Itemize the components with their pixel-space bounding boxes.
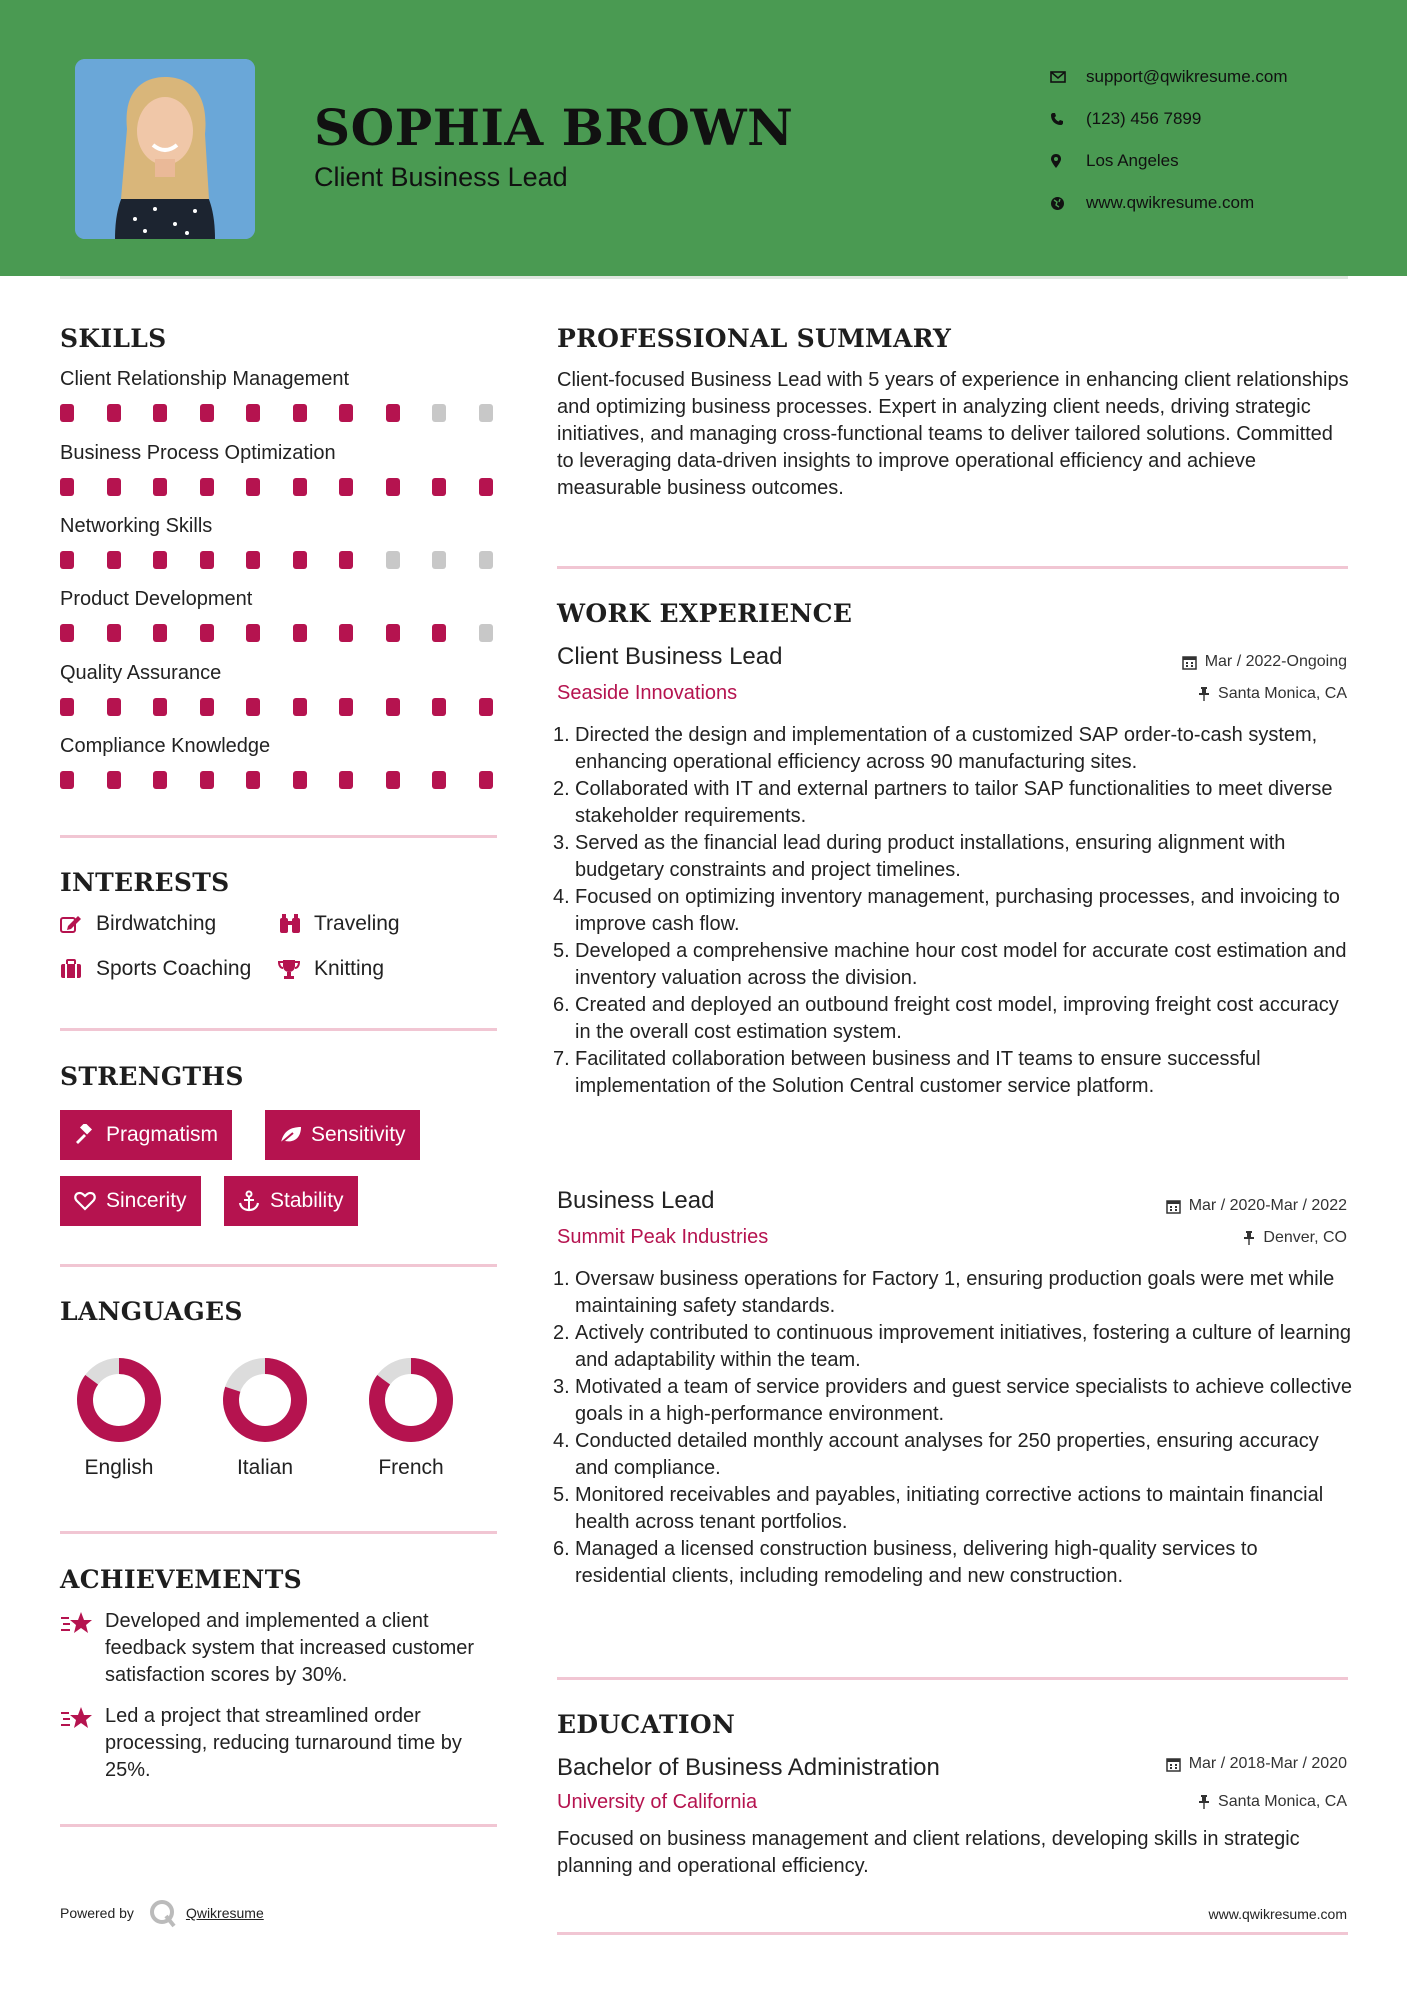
skill-dot-filled bbox=[339, 624, 353, 642]
skill-item bbox=[60, 442, 500, 498]
skill-name: Compliance Knowledge bbox=[60, 735, 271, 757]
pushpin-icon bbox=[1198, 687, 1210, 701]
trophy-icon bbox=[278, 959, 314, 979]
skill-name: Business Process Optimization bbox=[60, 442, 336, 464]
skill-rating bbox=[60, 698, 500, 718]
interest-label: Sports Coaching bbox=[96, 957, 252, 980]
skill-name: Networking Skills bbox=[60, 515, 213, 537]
skill-dot-filled bbox=[60, 478, 74, 496]
skill-dot-filled bbox=[293, 624, 307, 642]
skill-dot-filled bbox=[246, 404, 260, 422]
skill-dot-filled bbox=[153, 698, 167, 716]
job-date-text: Mar / 2020-Mar / 2022 bbox=[1188, 1197, 1347, 1214]
skill-dot-empty bbox=[432, 551, 446, 569]
skill-dot-empty bbox=[479, 551, 493, 569]
footer-website[interactable]: www.qwikresume.com bbox=[1208, 1906, 1347, 1922]
header-divider bbox=[60, 276, 1348, 279]
strength-label: Sensitivity bbox=[311, 1123, 406, 1146]
globe-icon bbox=[1050, 196, 1086, 211]
language-label: English bbox=[84, 1456, 154, 1479]
gavel-icon bbox=[74, 1124, 106, 1146]
education-heading: EDUCATION bbox=[557, 1710, 736, 1739]
briefcase-icon bbox=[60, 959, 96, 979]
pushpin-icon bbox=[1243, 1231, 1255, 1245]
job-title: Client Business Lead bbox=[557, 643, 783, 670]
section-divider bbox=[60, 835, 497, 838]
job-title: Business Lead bbox=[557, 1187, 715, 1214]
interest-label: Birdwatching bbox=[96, 912, 217, 935]
skills-heading: SKILLS bbox=[60, 324, 167, 353]
skill-dot-filled bbox=[293, 551, 307, 569]
education-location bbox=[1198, 1793, 1347, 1811]
skill-dot-filled bbox=[479, 698, 493, 716]
school-name: University of California bbox=[557, 1791, 758, 1813]
contact-phone-text: (123) 456 7899 bbox=[1086, 109, 1202, 128]
degree-title: Bachelor of Business Administration bbox=[557, 1754, 940, 1781]
interest-label: Knitting bbox=[314, 957, 385, 980]
candidate-title: Client Business Lead bbox=[314, 162, 568, 192]
language-item bbox=[346, 1355, 476, 1480]
heart-icon bbox=[74, 1191, 106, 1211]
list-item: 5. Developed a comprehensive machine hour cost model for accurate cost estimation and inventory valuation across the division. bbox=[553, 940, 1347, 989]
strength-badge bbox=[60, 1110, 232, 1160]
skill-rating bbox=[60, 771, 500, 791]
strength-badge bbox=[60, 1176, 201, 1226]
skill-dot-filled bbox=[200, 404, 214, 422]
list-item: 5. Monitored receivables and payables, initiating corrective actions to maintain financial health across tenant portfolios. bbox=[553, 1484, 1324, 1533]
strength-label: Pragmatism bbox=[106, 1123, 219, 1146]
achievement-text: Developed and implemented a client feedback system that increased customer satisfaction scores by 30%. bbox=[105, 1610, 475, 1686]
skill-dot-filled bbox=[339, 551, 353, 569]
language-proficiency-ring bbox=[220, 1355, 310, 1445]
education-date-text: Mar / 2018-Mar / 2020 bbox=[1188, 1755, 1347, 1772]
strengths-heading: STRENGTHS bbox=[60, 1062, 244, 1091]
map-pin-icon bbox=[1050, 153, 1086, 169]
education-location-text: Santa Monica, CA bbox=[1218, 1793, 1347, 1810]
contact-phone[interactable] bbox=[1050, 98, 1380, 140]
contact-location bbox=[1050, 140, 1380, 182]
skill-dot-filled bbox=[386, 698, 400, 716]
interest-item bbox=[60, 912, 216, 936]
skill-dot-filled bbox=[153, 624, 167, 642]
contact-block bbox=[1050, 56, 1380, 224]
interests-heading: INTERESTS bbox=[60, 868, 230, 897]
skill-dot-filled bbox=[107, 404, 121, 422]
skill-dot-filled bbox=[153, 478, 167, 496]
company-name: Summit Peak Industries bbox=[557, 1226, 769, 1248]
candidate-name: SOPHIA BROWN bbox=[314, 98, 794, 157]
skill-dot-filled bbox=[479, 478, 493, 496]
skill-rating bbox=[60, 624, 500, 644]
list-item: 3. Motivated a team of service providers and guest service specialists to achieve collective goals in a high-performance environment. bbox=[553, 1376, 1353, 1425]
skill-dot-filled bbox=[60, 771, 74, 789]
skill-dot-filled bbox=[386, 624, 400, 642]
interest-label: Traveling bbox=[314, 912, 400, 935]
section-divider bbox=[60, 1824, 497, 1827]
summary-text: Client-focused Business Lead with 5 years of experience in enhancing client relationships and optimizing business processes. Expert in analyzing client needs, driving strategic initiatives, and managing cross-functional teams to deliver tailored solutions. Committed to leveraging data-driven insights to improve operational efficiency and achieve measurable business outcomes. bbox=[557, 369, 1349, 499]
skill-dot-empty bbox=[479, 404, 493, 422]
section-divider bbox=[60, 1531, 497, 1534]
calendar-icon bbox=[1166, 1199, 1181, 1214]
calendar-icon bbox=[1166, 1757, 1181, 1772]
language-label: Italian bbox=[236, 1456, 294, 1479]
language-item bbox=[200, 1355, 330, 1480]
skill-dot-filled bbox=[432, 478, 446, 496]
profile-photo bbox=[75, 59, 255, 239]
job-location bbox=[1198, 685, 1347, 703]
skill-rating bbox=[60, 404, 500, 424]
list-item: 2. Actively contributed to continuous improvement initiatives, fostering a culture of learning and adaptability within the team. bbox=[553, 1322, 1351, 1371]
skill-name: Client Relationship Management bbox=[60, 368, 350, 390]
list-item: 1. Oversaw business operations for Factory 1, ensuring production goals were met while maintaining safety standards. bbox=[553, 1268, 1335, 1317]
skill-item bbox=[60, 368, 500, 424]
skill-name: Product Development bbox=[60, 588, 253, 610]
contact-location-text: Los Angeles bbox=[1086, 151, 1179, 170]
skill-dot-filled bbox=[479, 771, 493, 789]
skill-dot-filled bbox=[339, 478, 353, 496]
leaf-icon bbox=[279, 1125, 311, 1145]
contact-email[interactable] bbox=[1050, 56, 1380, 98]
summary-heading: PROFESSIONAL SUMMARY bbox=[557, 324, 952, 353]
interest-item bbox=[60, 957, 251, 981]
footer-divider bbox=[557, 1932, 1348, 1935]
skill-dot-filled bbox=[107, 771, 121, 789]
company-name: Seaside Innovations bbox=[557, 682, 738, 704]
skill-item bbox=[60, 588, 500, 644]
language-label: French bbox=[378, 1456, 444, 1479]
section-divider bbox=[557, 566, 1348, 569]
skill-dot-filled bbox=[293, 404, 307, 422]
experience-heading: WORK EXPERIENCE bbox=[557, 599, 853, 628]
skill-dot-filled bbox=[246, 771, 260, 789]
language-item bbox=[54, 1355, 184, 1480]
skill-dot-empty bbox=[432, 404, 446, 422]
skill-dot-filled bbox=[60, 624, 74, 642]
section-divider bbox=[60, 1264, 497, 1267]
achievement-item bbox=[60, 1703, 500, 1784]
contact-website-text: www.qwikresume.com bbox=[1086, 193, 1255, 212]
strength-label: Sincerity bbox=[106, 1189, 187, 1212]
list-item: 2. Collaborated with IT and external partners to tailor SAP functionalities to meet diverse stakeholder requirements. bbox=[553, 778, 1333, 827]
interest-item bbox=[278, 912, 400, 936]
calendar-icon bbox=[1182, 655, 1197, 670]
qwikresume-logo-icon bbox=[148, 1898, 178, 1928]
skill-dot-filled bbox=[432, 698, 446, 716]
skill-dot-filled bbox=[60, 698, 74, 716]
skill-item bbox=[60, 662, 500, 718]
skill-dot-filled bbox=[107, 551, 121, 569]
skill-dot-filled bbox=[200, 624, 214, 642]
achievements-heading: ACHIEVEMENTS bbox=[60, 1565, 302, 1594]
skill-dot-filled bbox=[293, 771, 307, 789]
skill-dot-filled bbox=[60, 404, 74, 422]
skill-dot-filled bbox=[60, 551, 74, 569]
job-responsibilities bbox=[553, 1266, 1353, 1590]
skill-dot-filled bbox=[107, 698, 121, 716]
envelope-icon bbox=[1050, 71, 1086, 83]
shooting-star-icon bbox=[60, 1703, 105, 1784]
skill-dot-filled bbox=[200, 771, 214, 789]
skill-dot-filled bbox=[293, 478, 307, 496]
skill-rating bbox=[60, 551, 500, 571]
skill-dot-filled bbox=[200, 478, 214, 496]
skill-dot-filled bbox=[339, 698, 353, 716]
achievement-text: Led a project that streamlined order processing, reducing turnaround time by 25%. bbox=[105, 1705, 462, 1781]
list-item: 7. Facilitated collaboration between business and IT teams to ensure successful implementation of the Solution Central customer service platform. bbox=[553, 1048, 1261, 1097]
list-item: 6. Managed a licensed construction business, delivering high-quality services to residential clients, including remodeling and new construction. bbox=[553, 1538, 1258, 1587]
achievement-item bbox=[60, 1608, 500, 1689]
list-item: 1. Directed the design and implementation of a customized SAP order-to-cash system, enhancing operational efficiency across 90 manufacturing sites. bbox=[553, 724, 1318, 773]
skill-dot-filled bbox=[246, 478, 260, 496]
list-item: 4. Conducted detailed monthly account analyses for 250 properties, ensuring accuracy and compliance. bbox=[553, 1430, 1319, 1479]
job-date bbox=[1182, 653, 1347, 671]
list-item: 6. Created and deployed an outbound freight cost model, improving freight cost accuracy in the overall cost estimation system. bbox=[553, 994, 1339, 1043]
powered-by-label: Powered by bbox=[60, 1905, 134, 1921]
skill-dot-filled bbox=[339, 404, 353, 422]
contact-email-text: support@qwikresume.com bbox=[1086, 67, 1288, 86]
skill-dot-filled bbox=[386, 478, 400, 496]
skill-item bbox=[60, 735, 500, 791]
binoculars-icon bbox=[278, 914, 314, 934]
skill-dot-filled bbox=[107, 624, 121, 642]
list-item: 4. Focused on optimizing inventory management, purchasing processes, and invoicing to improve cash flow. bbox=[553, 886, 1340, 935]
skill-dot-filled bbox=[246, 698, 260, 716]
interest-item bbox=[278, 957, 384, 981]
header-banner bbox=[0, 0, 1407, 276]
job-date-text: Mar / 2022-Ongoing bbox=[1204, 653, 1347, 670]
skill-dot-filled bbox=[432, 771, 446, 789]
list-item: 3. Served as the financial lead during product installations, ensuring alignment with budgetary constraints and project timelines. bbox=[553, 832, 1286, 881]
skill-dot-filled bbox=[200, 551, 214, 569]
powered-by bbox=[60, 1898, 264, 1928]
section-divider bbox=[557, 1677, 1348, 1680]
education-date bbox=[1166, 1755, 1347, 1773]
pencil-square-icon bbox=[60, 914, 96, 934]
job-location-text: Santa Monica, CA bbox=[1218, 685, 1347, 702]
skill-dot-filled bbox=[386, 404, 400, 422]
strength-label: Stability bbox=[270, 1189, 344, 1212]
education-description: Focused on business management and client relations, developing skills in strategic planning and operational efficiency. bbox=[557, 1828, 1300, 1877]
anchor-icon bbox=[238, 1190, 270, 1212]
skill-dot-filled bbox=[153, 404, 167, 422]
skill-dot-filled bbox=[246, 551, 260, 569]
phone-icon bbox=[1050, 112, 1086, 126]
pushpin-icon bbox=[1198, 1795, 1210, 1809]
section-divider bbox=[60, 1028, 497, 1031]
language-proficiency-ring bbox=[366, 1355, 456, 1445]
skill-dot-filled bbox=[432, 624, 446, 642]
qwikresume-link[interactable]: Qwikresume bbox=[185, 1905, 264, 1921]
job-location bbox=[1243, 1229, 1347, 1247]
strength-badge bbox=[265, 1110, 420, 1160]
skill-dot-filled bbox=[293, 698, 307, 716]
contact-website[interactable] bbox=[1050, 182, 1380, 224]
skill-dot-filled bbox=[153, 771, 167, 789]
skill-item bbox=[60, 515, 500, 571]
job-location-text: Denver, CO bbox=[1263, 1229, 1347, 1246]
skill-dot-filled bbox=[339, 771, 353, 789]
skill-dot-empty bbox=[386, 551, 400, 569]
job-responsibilities bbox=[553, 722, 1353, 1100]
skill-dot-filled bbox=[153, 551, 167, 569]
skill-dot-empty bbox=[479, 624, 493, 642]
shooting-star-icon bbox=[60, 1608, 105, 1689]
skill-rating bbox=[60, 478, 500, 498]
job-date bbox=[1166, 1197, 1347, 1215]
language-proficiency-ring bbox=[74, 1355, 164, 1445]
skill-dot-filled bbox=[107, 478, 121, 496]
skill-name: Quality Assurance bbox=[60, 662, 222, 684]
languages-heading: LANGUAGES bbox=[60, 1297, 243, 1326]
skill-dot-filled bbox=[386, 771, 400, 789]
strength-badge bbox=[224, 1176, 358, 1226]
skill-dot-filled bbox=[200, 698, 214, 716]
skill-dot-filled bbox=[246, 624, 260, 642]
